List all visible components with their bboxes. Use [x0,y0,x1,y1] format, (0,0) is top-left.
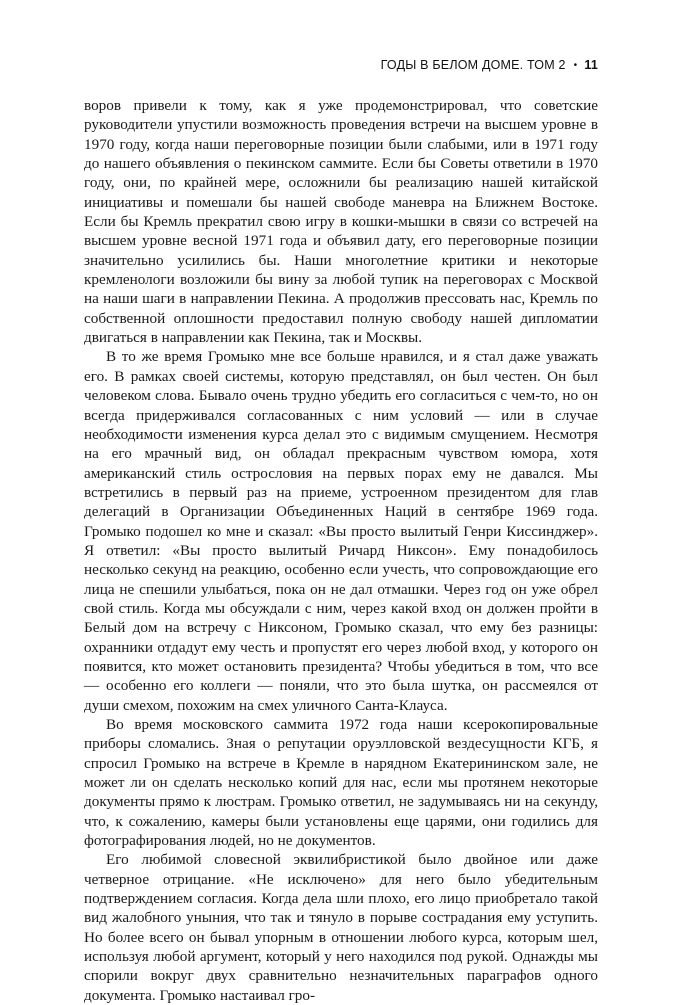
running-title: ГОДЫ В БЕЛОМ ДОМЕ. ТОМ 2 [380,58,566,72]
paragraph-2: В то же время Громыко мне все больше нравился, и я стал даже уважать его. В рамках своей системы, которую представлял, он был честен. Он был человеком слова. Бывало очень трудно убедить его согласиться с чем-то, но он всегда придерживался согласованных с ним условий — или в случае необходимости изменения курса делал это с видимым смущением. Несмотря на его мрачный вид, он обладал прекрасным чувством юмора, хотя американский стиль острословия на первых порах ему не давался. Мы встретились в первый раз на приеме, устроенном президентом для глав делегаций в Организации Объединенных Наций в сентябре 1969 года. Громыко подошел ко мне и сказал: «Вы просто вылитый Генри Киссинджер». Я ответил: «Вы просто вылитый Ричард Никсон». Ему понадобилось несколько секунд на реакцию, особенно если учесть, что сопровождающие его лица не спешили улыбаться, пока он не дал отмашки. Через год он уже обрел свой стиль. Когда мы обсуждали с ним, через какой вход он должен пройти в Белый дом на встречу с Никсоном, Громыко сказал, что ему без разницы: охранники отдадут ему честь и пропустят его через любой вход, у которого он появится, кто может остановить президента? Чтобы убедиться в том, что все — особенно его коллеги — поняли, что это была шутка, он рассмеялся от души смехом, похожим на смех уличного Санта-Клауса. [84,348,598,714]
paragraph-1: воров привели к тому, как я уже продемонстрировал, что советские руководители упустили возможность проведения встречи на высшем уровне в 1970 году, когда наши переговорные позиции были слабыми, или в 1971 году до нашего объявления о пекинском саммите. Если бы Советы ответили в 1970 году, они, по крайней мере, осложнили бы реализацию нашей китайской инициативы и помешали бы нашей свободе маневра на Ближнем Востоке. Если бы Кремль прекратил свою игру в кошки-мышки в связи со встречей на высшем уровне весной 1971 года и объявил дату, его переговорные позиции значительно усилились бы. Наши многолетние критики и некоторые кремленологи возложили бы вину за любой тупик на переговорах с Москвой на наши шаги в направлении Пекина. А продолжив прессовать нас, Кремль по собственной оплошности предоставил полную свободу нашей дипломатии двигаться в направлении как Пекина, так и Москвы. [84,97,598,347]
bullet-separator: • [573,59,578,71]
paragraph-4: Его любимой словесной эквилибристикой было двойное или даже четверное отрицание. «Не исключено» для него было убедительным подтверждением согласия. Когда дела шли плохо, его лицо приобретало такой вид жалобного уныния, что так и тянуло в порыве сострадания ему уступить. Но более всего он бывал упорным в отношении любого курса, которым шел, используя любой аргумент, который у него находился под рукой. Однажды мы спорили вокруг двух сравнительно незначительных параграфов одного документа. Громыко настаивал гро- [84,851,598,1004]
body-text [84,96,598,1005]
page-number: 11 [584,58,598,72]
running-header [381,58,598,72]
paragraph-3: Во время московского саммита 1972 года наши ксерокопировальные приборы сломались. Зная о репутации оруэлловской вездесущности КГБ, я спросил Громыко на встрече в Кремле в нарядном Екатерининском зале, не может ли он сделать несколько копий для нас, если мы протянем некоторые документы прямо к люстрам. Громыко ответил, не задумываясь ни на секунду, что, к сожалению, камеры были установлены еще царями, они годились для фотографирования людей, но не документов. [84,716,598,850]
